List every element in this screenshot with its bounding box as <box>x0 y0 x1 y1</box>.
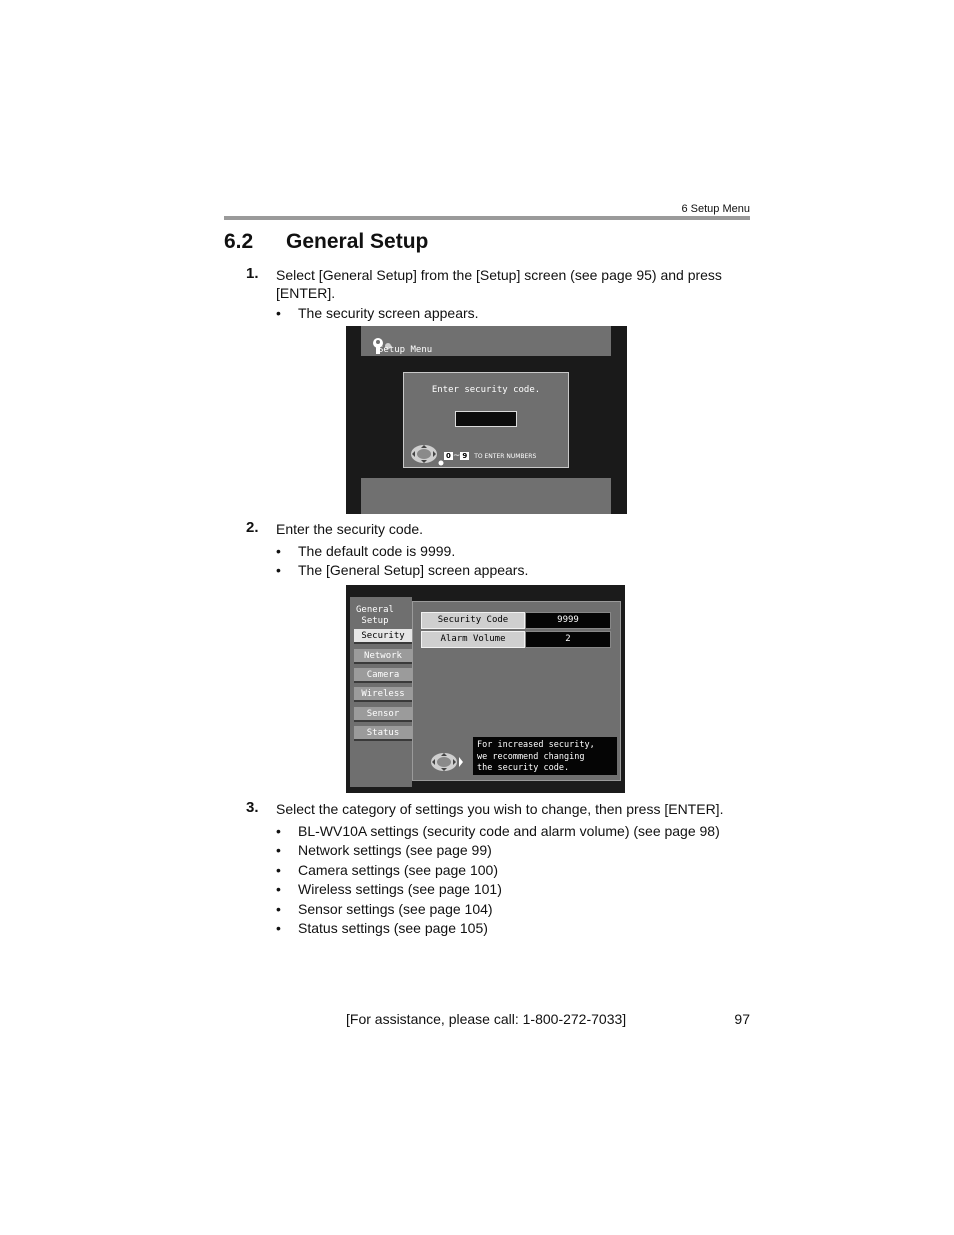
bullet-item <box>276 561 529 579</box>
bullet-item <box>276 822 720 840</box>
assistance-footer: [For assistance, please call: 1-800-272-7033] <box>346 1011 627 1027</box>
running-header: 6 Setup Menu <box>681 203 750 215</box>
section-title <box>224 230 428 254</box>
bullet-item <box>276 304 479 322</box>
help-line: the security code. <box>477 763 570 773</box>
page-number: 97 <box>734 1011 750 1027</box>
bullet-dot: • <box>276 862 281 878</box>
bullet-dot: • <box>276 562 281 578</box>
security-prompt: Enter security code. <box>431 385 541 395</box>
step-text: Select [General Setup] from the [Setup] screen (see page 95) and press [ENTER]. <box>276 267 722 301</box>
remote-dpad-icon <box>430 751 464 773</box>
step-number: 3. <box>246 799 259 816</box>
menu-item-sensor[interactable]: Sensor <box>354 707 412 722</box>
bullet-text: Status settings (see page 105) <box>298 920 488 936</box>
security-code-input[interactable] <box>455 411 517 427</box>
bullet-text: Sensor settings (see page 104) <box>298 901 493 917</box>
setting-row-alarm-volume[interactable] <box>421 631 611 648</box>
bullet-text: BL-WV10A settings (security code and alarm volume) (see page 98) <box>298 823 720 839</box>
step-number: 1. <box>246 265 259 282</box>
help-line: For increased security, <box>477 740 595 750</box>
bullet-item <box>276 861 498 879</box>
bullet-dot: • <box>276 305 281 321</box>
step-number: 2. <box>246 519 259 536</box>
menu-item-status[interactable]: Status <box>354 726 412 741</box>
number-entry-hint <box>444 451 536 461</box>
bullet-dot: • <box>276 543 281 559</box>
setting-value: 9999 <box>525 612 611 629</box>
help-line: we recommend changing <box>477 751 585 762</box>
bullet-item <box>276 880 502 898</box>
menu-item-security[interactable]: Security <box>354 629 412 644</box>
setting-value: 2 <box>525 631 611 648</box>
section-heading: General Setup <box>286 230 429 253</box>
step-text: Select the category of settings you wish to change, then press [ENTER]. <box>276 801 724 817</box>
setting-row-security-code[interactable] <box>421 612 611 629</box>
step-text: Enter the security code. <box>276 521 424 537</box>
bullet-text: Network settings (see page 99) <box>298 842 492 858</box>
security-screen <box>346 326 627 514</box>
menu-item-network[interactable]: Network <box>354 649 412 664</box>
remote-dpad-icon <box>410 443 444 467</box>
bullet-dot: • <box>276 920 281 936</box>
help-message <box>473 737 617 775</box>
general-setup-screen <box>346 585 625 793</box>
bullet-dot: • <box>276 881 281 897</box>
key-zero: 0 <box>446 452 451 460</box>
security-dialog <box>403 372 569 468</box>
bullet-item <box>276 919 488 937</box>
menu-item-wireless[interactable]: Wireless <box>354 687 412 702</box>
bullet-dot: • <box>276 901 281 917</box>
bullet-item <box>276 841 492 859</box>
bullet-item <box>276 542 456 560</box>
hint-text: TO ENTER NUMBERS <box>474 453 537 460</box>
key-range-tilde: ~ <box>452 451 461 461</box>
bullet-text: Camera settings (see page 100) <box>298 862 498 878</box>
bullet-text: The default code is 9999. <box>298 543 456 559</box>
menu-item-camera[interactable]: Camera <box>354 668 412 683</box>
screen-bottom-bar <box>361 478 611 514</box>
category-title: General Setup <box>356 605 394 626</box>
bullet-text: The security screen appears. <box>298 305 479 321</box>
screen-title: Setup Menu <box>378 345 433 355</box>
setting-label: Security Code <box>421 612 525 629</box>
bullet-dot: • <box>276 842 281 858</box>
bullet-text: The [General Setup] screen appears. <box>298 562 529 578</box>
key-nine: 9 <box>462 452 468 460</box>
section-number: 6.2 <box>224 230 254 253</box>
bullet-item <box>276 900 493 918</box>
setting-label: Alarm Volume <box>421 631 525 648</box>
bullet-dot: • <box>276 823 281 839</box>
header-rule <box>224 216 750 220</box>
bullet-text: Wireless settings (see page 101) <box>298 881 502 897</box>
